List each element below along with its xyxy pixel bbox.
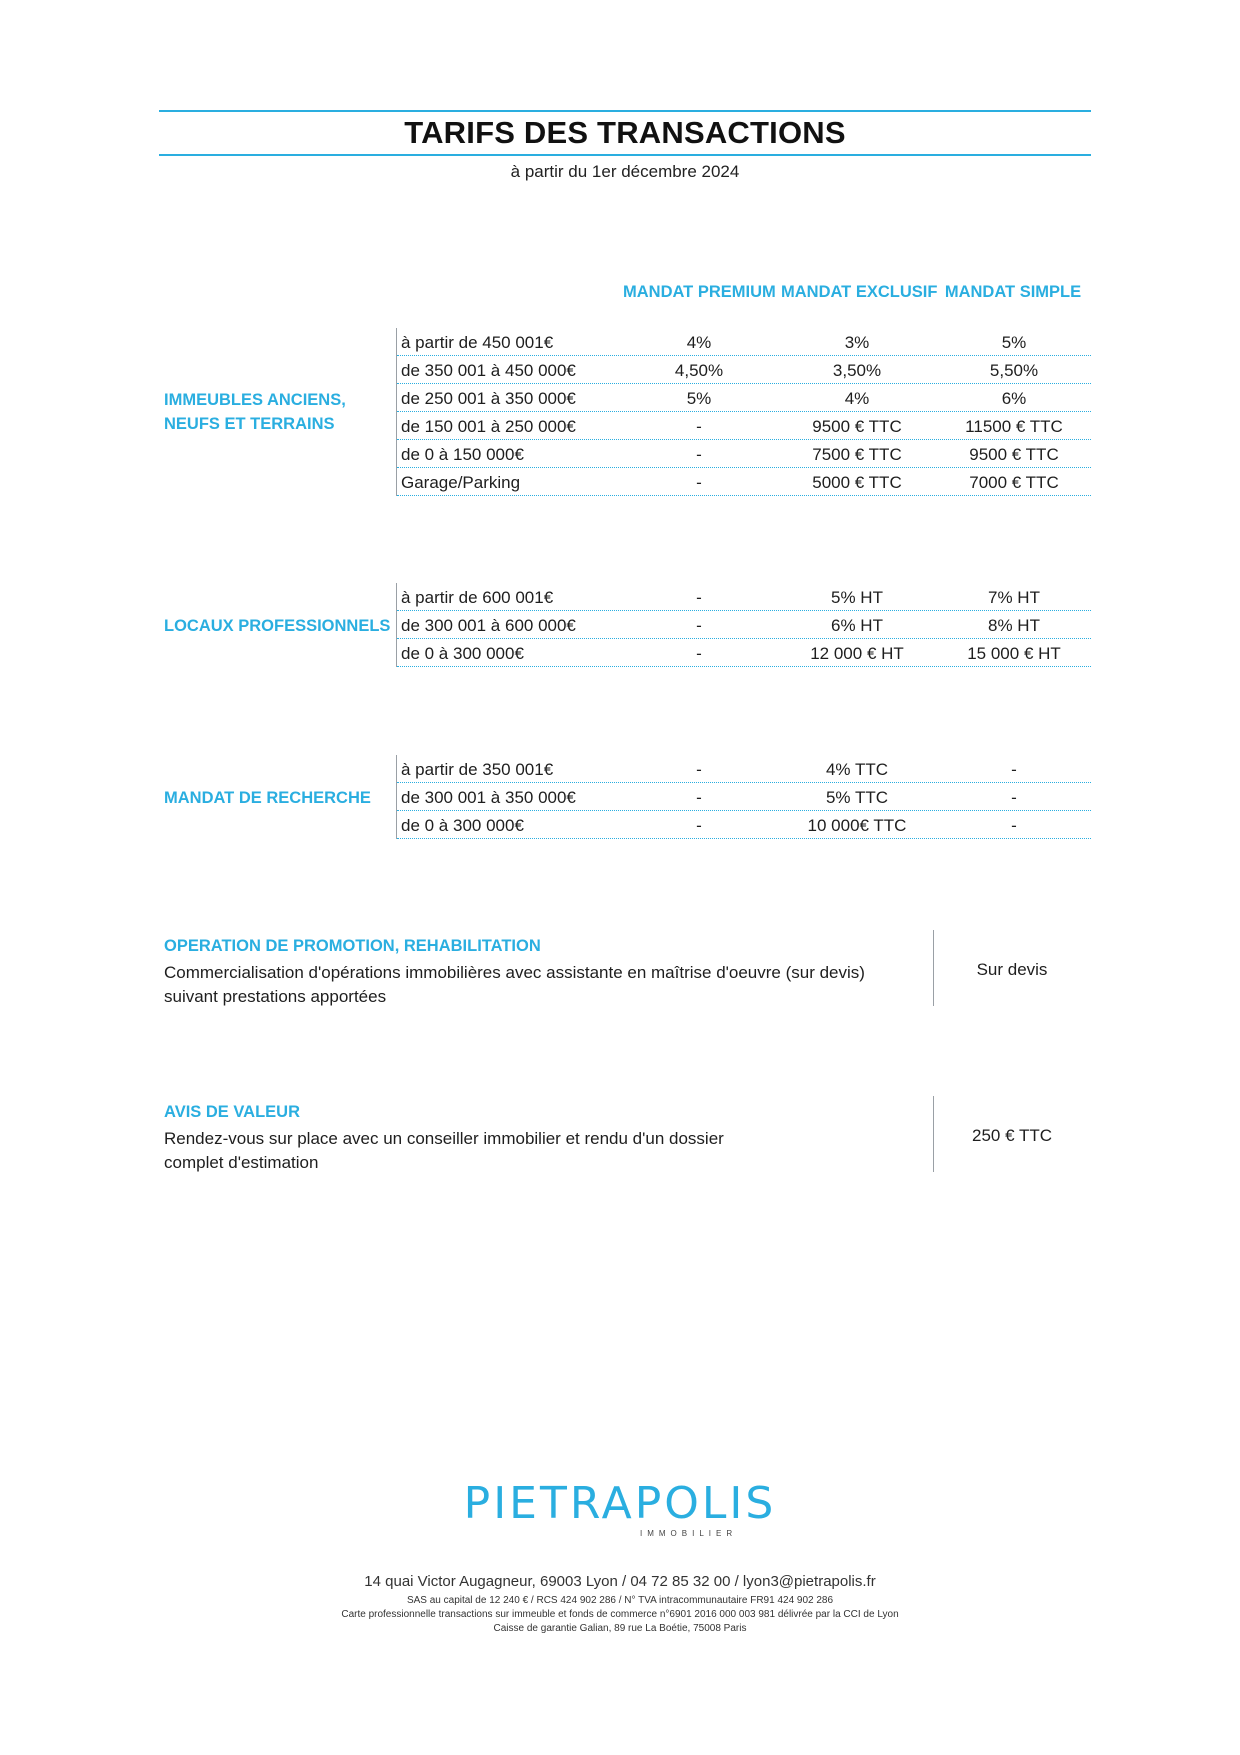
row-range: de 0 à 300 000€ [401, 644, 524, 663]
footer-guarantee: Caisse de garantie Galian, 89 rue La Boétie, 75008 Paris [493, 1623, 747, 1634]
title-bottom-rule [159, 154, 1091, 156]
row-range: de 0 à 300 000€ [401, 816, 524, 835]
block-title-avis: AVIS DE VALEUR [164, 1103, 300, 1121]
table-recherche [396, 755, 1091, 839]
block-text-avis [164, 1127, 724, 1175]
cell-simple: - [1011, 760, 1017, 779]
column-header-premium: MANDAT PREMIUM [623, 283, 776, 301]
cell-simple: 11500 € TTC [965, 417, 1063, 436]
table-row [397, 755, 1091, 783]
section-label-line: MANDAT DE RECHERCHE [164, 789, 371, 807]
cell-exclusif: 12 000 € HT [810, 644, 904, 663]
cell-simple: 7000 € TTC [969, 473, 1059, 492]
block-text-line: Rendez-vous sur place avec un conseiller immobilier et rendu d'un dossier [164, 1129, 724, 1148]
table-row [397, 356, 1091, 384]
cell-exclusif: 3% [844, 333, 870, 352]
table-row [397, 468, 1091, 496]
block-text-line: complet d'estimation [164, 1153, 319, 1172]
table-row [397, 783, 1091, 811]
row-range: Garage/Parking [401, 473, 521, 492]
row-range: de 350 001 à 450 000€ [401, 361, 576, 380]
cell-premium: - [696, 417, 702, 436]
cell-exclusif: 10 000€ TTC [807, 816, 907, 835]
table-row [397, 583, 1091, 611]
cell-exclusif: 3,50% [832, 361, 882, 380]
cell-premium: - [696, 788, 702, 807]
table-immeubles [396, 328, 1091, 496]
table-locaux [396, 583, 1091, 667]
cell-premium: - [696, 588, 702, 607]
cell-exclusif: 6% HT [831, 616, 883, 635]
page-subtitle: à partir du 1er décembre 2024 [510, 162, 740, 181]
row-range: à partir de 600 001€ [401, 588, 554, 607]
brand-logo [0, 1478, 1240, 1529]
table-row [397, 412, 1091, 440]
cell-premium: - [696, 644, 702, 663]
cell-simple: 7% HT [988, 588, 1040, 607]
row-range: de 0 à 150 000€ [401, 445, 524, 464]
section-label-line: IMMEUBLES ANCIENS, [164, 391, 346, 409]
cell-simple: 15 000 € HT [967, 644, 1061, 663]
cell-simple: - [1011, 788, 1017, 807]
row-range: de 300 001 à 350 000€ [401, 788, 576, 807]
cell-simple: 6% [1001, 389, 1027, 408]
column-header-simple: MANDAT SIMPLE [944, 283, 1082, 301]
block-price-avis: 250 € TTC [971, 1126, 1052, 1145]
brand-tagline: IMMOBILIER [640, 1529, 738, 1538]
cell-premium: - [696, 816, 702, 835]
cell-simple: 8% HT [988, 616, 1040, 635]
row-range: de 300 001 à 600 000€ [401, 616, 576, 635]
cell-exclusif: 5000 € TTC [812, 473, 902, 492]
section-label-immeubles [164, 388, 346, 436]
block-text-promotion [164, 961, 865, 1009]
section-label-line: NEUFS ET TERRAINS [164, 415, 335, 433]
cell-exclusif: 4% TTC [825, 760, 889, 779]
table-row [397, 384, 1091, 412]
cell-simple: - [1011, 816, 1017, 835]
cell-premium: - [696, 445, 702, 464]
section-label-locaux [164, 614, 390, 638]
row-range: à partir de 350 001€ [401, 760, 554, 779]
row-range: de 150 001 à 250 000€ [401, 417, 576, 436]
cell-premium: - [696, 760, 702, 779]
footer-license: Carte professionnelle transactions sur immeuble et fonds de commerce n°6901 2016 000 003 981 délivrée par la CCI de Lyon [341, 1609, 899, 1620]
cell-exclusif: 5% HT [831, 588, 883, 607]
cell-simple: 5,50% [989, 361, 1039, 380]
block-text-line: Commercialisation d'opérations immobilières avec assistante en maîtrise d'oeuvre (sur devis) [164, 963, 865, 982]
page-title: TARIFS DES TRANSACTIONS [404, 115, 846, 150]
cell-simple: 9500 € TTC [969, 445, 1059, 464]
footer-legal: SAS au capital de 12 240 € / RCS 424 902 286 / N° TVA intracommunautaire FR91 424 902 286 [406, 1595, 834, 1606]
cell-premium: - [696, 473, 702, 492]
cell-exclusif: 9500 € TTC [812, 417, 902, 436]
footer-contact: 14 quai Victor Augagneur, 69003 Lyon / 04 72 85 32 00 / lyon3@pietrapolis.fr [364, 1573, 876, 1590]
cell-premium: - [696, 616, 702, 635]
block-price-promotion: Sur devis [976, 960, 1048, 979]
cell-exclusif: 5% TTC [825, 788, 889, 807]
table-row [397, 811, 1091, 839]
block-title-promotion: OPERATION DE PROMOTION, REHABILITATION [164, 937, 541, 955]
cell-premium: 4% [686, 333, 712, 352]
cell-exclusif: 4% [844, 389, 870, 408]
column-header-exclusif: MANDAT EXCLUSIF [781, 283, 938, 301]
table-row [397, 440, 1091, 468]
section-label-line: LOCAUX PROFESSIONNELS [164, 617, 391, 635]
cell-simple: 5% [1001, 333, 1027, 352]
table-row [397, 611, 1091, 639]
row-range: à partir de 450 001€ [401, 333, 554, 352]
title-top-rule [159, 110, 1091, 112]
cell-premium: 4,50% [674, 361, 724, 380]
section-label-recherche [164, 786, 371, 810]
block-text-line: suivant prestations apportées [164, 987, 387, 1006]
row-range: de 250 001 à 350 000€ [401, 389, 576, 408]
cell-exclusif: 7500 € TTC [812, 445, 902, 464]
table-row [397, 639, 1091, 667]
brand-name: PIETRAPOLIS [463, 1478, 777, 1529]
table-row [397, 328, 1091, 356]
cell-premium: 5% [686, 389, 712, 408]
